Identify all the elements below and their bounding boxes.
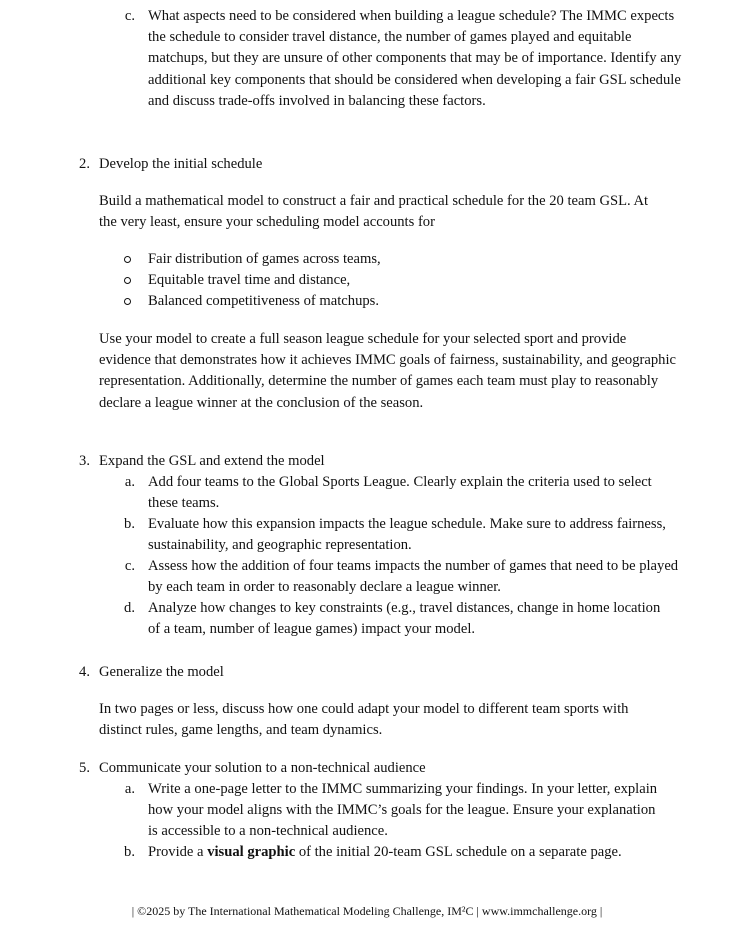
list-item-text: Evaluate how this expansion impacts the league schedule. Make sure to address fairness, sustainability, and geographic representation. [148,516,666,554]
section-4-body: In two pages or less, discuss how one could adapt your model to different team sports with distinct rules, game lengths, and team dynamics. [99,701,629,739]
list-item-text: What aspects need to be considered when building a league schedule? The IMMC expects the schedule to consider travel distance, the number of games played and equitable matchups, but they are unsure of other components that may be of importance. Identify any additional key components that should be considered when developing a fair GSL schedule and discuss trade-offs involved in balancing these factors. [148,8,682,109]
bullet-text: Balanced competitiveness of matchups. [148,293,379,309]
section-number: 5. [79,760,90,776]
list-marker: c. [124,8,135,24]
section-heading: Develop the initial schedule [99,156,263,172]
section-heading: Communicate your solution to a non-technical audience [99,760,426,776]
list-marker: d. [124,600,135,616]
section-2-body: Use your model to create a full season league schedule for your selected sport and provide evidence that demonstrates how it achieves IMMC goals of fairness, sustainability, and geographic representation. Additionally, determine the number of games each team must play to reasonably declare a league winner at the conclusion of the season. [99,331,676,411]
emphasis-text: visual graphic [207,844,296,860]
list-item-text: Analyze how changes to key constraints (e.g., travel distances, change in home location of a team, number of league games) impact your model. [148,600,661,638]
section-2-intro: Build a mathematical model to construct a fair and practical schedule for the 20 team GSL. At the very least, ensure your scheduling model accounts for [99,193,649,231]
text-segment: Provide a [148,844,208,860]
bullet-text: Equitable travel time and distance, [148,272,351,288]
list-item-text [148,842,688,863]
list-marker: c. [124,558,135,574]
page-footer: | ©2025 by The International Mathematical Modeling Challenge, IM²C | www.immchallenge.org | [131,904,603,918]
list-marker: a. [124,474,135,490]
text-segment: of the initial 20-team GSL schedule on a separate page. [295,844,622,860]
bullet-icon [124,277,131,284]
section-heading: Expand the GSL and extend the model [99,453,325,469]
list-marker: a. [124,781,135,797]
bullet-text: Fair distribution of games across teams, [148,251,381,267]
list-item-text: Write a one-page letter to the IMMC summarizing your findings. In your letter, explain how your model aligns with the IMMC’s goals for the league. Ensure your explanation is accessible to a non-technical audience. [148,781,658,840]
section-number: 4. [79,664,90,680]
list-marker: b. [124,516,135,532]
bullet-icon [124,256,131,263]
section-number: 3. [79,453,90,469]
list-item-text: Add four teams to the Global Sports League. Clearly explain the criteria used to select these teams. [148,474,652,512]
section-number: 2. [79,156,90,172]
section-heading: Generalize the model [99,664,224,680]
list-marker: b. [124,844,135,860]
bullet-icon [124,298,131,305]
list-item-text: Assess how the addition of four teams impacts the number of games that need to be played by each team in order to reasonably declare a league winner. [148,558,679,596]
